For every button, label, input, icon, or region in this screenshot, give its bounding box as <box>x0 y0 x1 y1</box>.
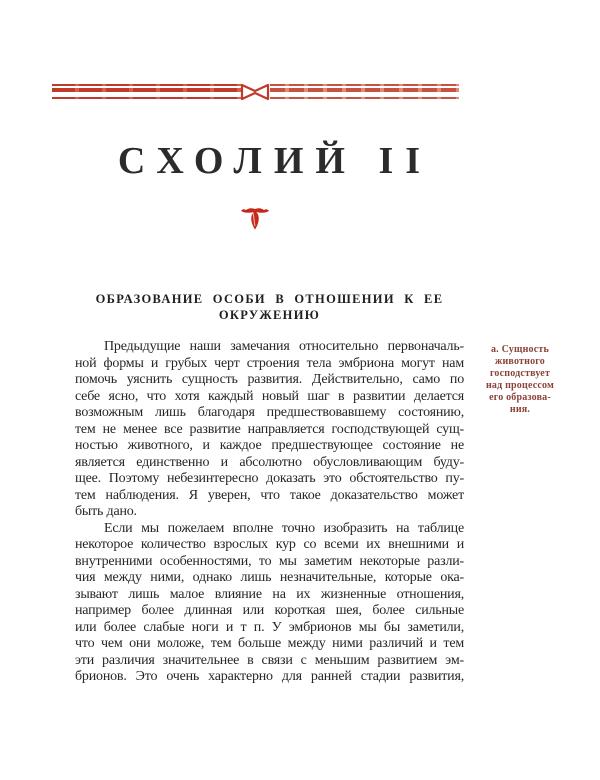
body-text <box>75 339 464 686</box>
margin-note <box>461 344 579 416</box>
body-line: возможным лишь благодаря предшествовавшему состоянию, <box>75 405 464 420</box>
rule-line <box>52 88 242 92</box>
body-line: ной формы и грубых черт строения тела эмбриона могут нам <box>75 355 464 371</box>
body-line: или более слабые ноги и т п. У эмбрионов мы бы заметили, <box>75 619 464 635</box>
section-heading <box>75 291 464 323</box>
body-line: что чем они моложе, тем больше между ними различий и тем <box>75 636 464 651</box>
margin-note-line: а. Сущность <box>490 344 549 355</box>
body-line: быть дано. <box>75 504 137 519</box>
section-heading-line: ОБРАЗОВАНИЕ ОСОБИ В ОТНОШЕНИИ К ЕЕ <box>95 292 444 306</box>
rule-line <box>52 84 242 86</box>
rule-line <box>52 97 242 99</box>
body-line: зывают лишь малое влияние на их жизненные отношения, <box>75 586 464 602</box>
bowtie-ornament-icon <box>240 83 270 101</box>
margin-note-line: животного <box>495 356 545 367</box>
margin-note-line: господствует <box>489 368 551 379</box>
body-line: ностью животного, и каждое предшествующее состояние не <box>75 438 464 453</box>
rule-right-segment <box>270 84 459 100</box>
body-line: эти различия значительнее в связи с меньшим развитием эм- <box>75 652 464 668</box>
paragraph <box>75 339 464 521</box>
section-heading-line: ОКРУЖЕНИЮ <box>218 308 321 322</box>
body-line: щее. Поэтому небезинтересно доказать это обстоятельство пу- <box>75 471 464 486</box>
body-line: является единственно и абсолютно обусловливающим буду- <box>75 454 464 470</box>
rule-line <box>270 97 459 99</box>
margin-note-line: ния. <box>509 404 531 415</box>
body-line: помочь уяснить сущность развития. Действительно, само по <box>75 372 464 387</box>
body-line: Предыдущие наши замечания относительно первоначаль- <box>104 339 464 354</box>
rule-line <box>270 88 459 92</box>
body-line: например более длинная или короткая шея, более сильные <box>75 603 464 618</box>
top-rule-ornament <box>52 84 459 100</box>
body-line: себе ясно, что хотя каждый новый шаг в развитии делается <box>75 388 464 404</box>
body-line: брионов. Это очень характерно для ранней стадии развития, <box>75 669 464 684</box>
margin-note-line: над процессом <box>485 380 555 391</box>
fleuron-icon <box>240 204 270 231</box>
margin-note-line: его образова- <box>489 392 551 403</box>
body-line: чия между ними, однако лишь незначительные, которые ока- <box>75 570 464 585</box>
body-line: внутренними особенностями, то мы заметим некоторые разли- <box>75 553 464 569</box>
body-line: тем наблюдения. Я уверен, что такое доказательство может <box>75 487 464 503</box>
rule-left-segment <box>52 84 242 100</box>
body-line: тем не менее все развитие направляется господствующей сущ- <box>75 421 464 437</box>
body-line: некоторое количество взрослых кур со всеми их внешними и <box>75 537 464 552</box>
rule-line <box>270 84 459 86</box>
body-line: Если мы пожелаем вполне точно изобразить на таблице <box>104 520 464 536</box>
paragraph <box>75 521 464 686</box>
chapter-title: СХОЛИЙ II <box>117 140 433 182</box>
